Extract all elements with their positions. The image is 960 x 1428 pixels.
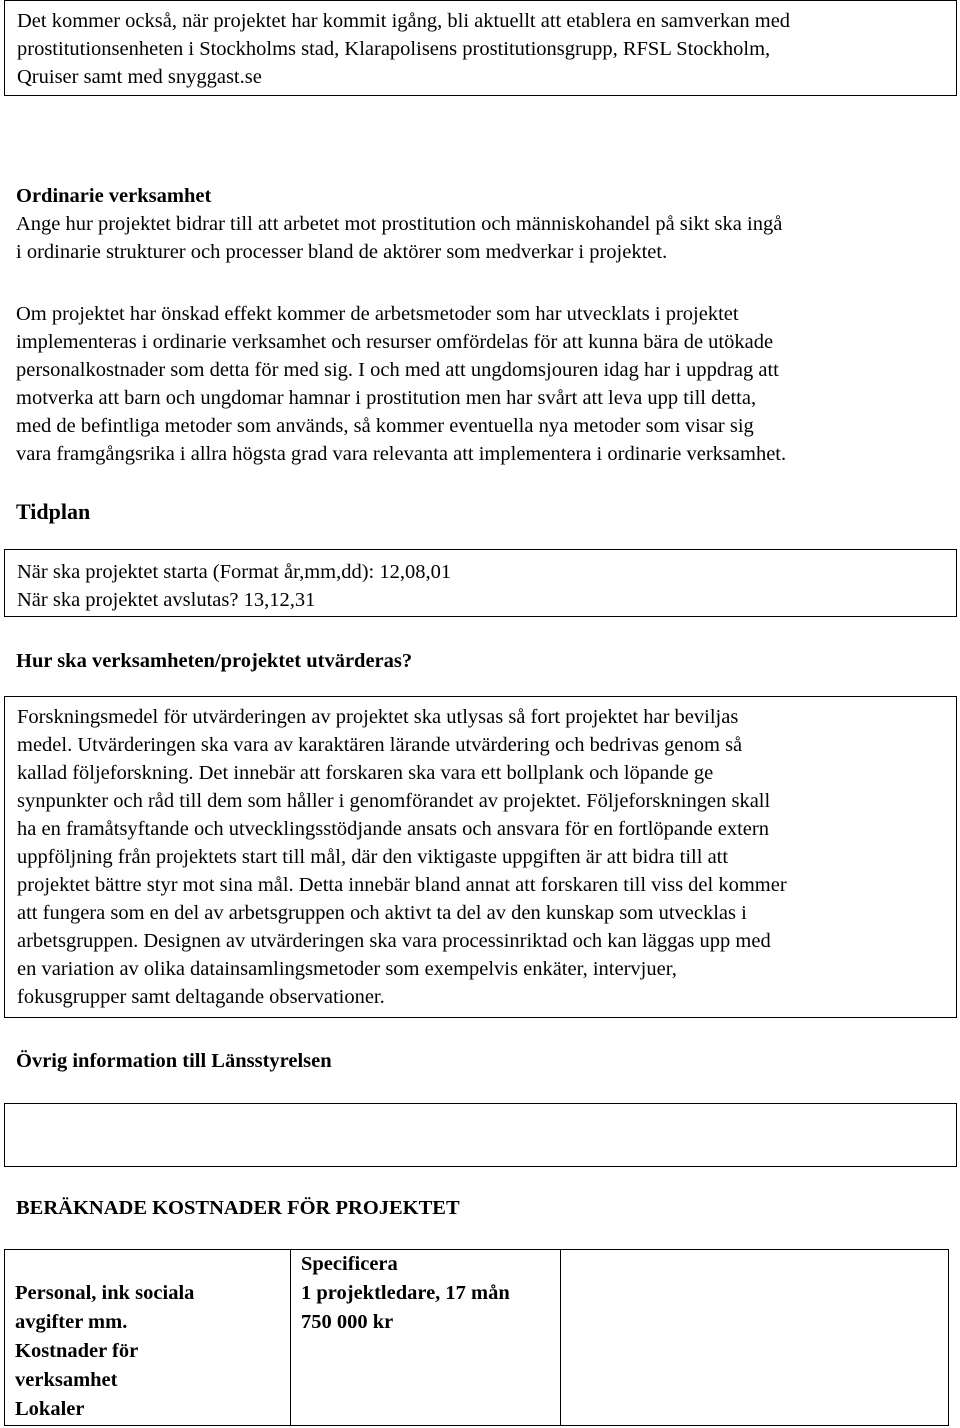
intro-line: Det kommer också, när projektet har kommit igång, bli aktuellt att etablera en samverkan med [17,10,791,32]
cost-category-line: Lokaler [15,1398,85,1420]
end-date-value: 13,12,31 [243,589,316,611]
utvardering-line: uppföljning från projektets start till mål, där den viktigaste uppgiften är att bidra till att [17,846,729,868]
ovrig-heading: Övrig information till Länsstyrelsen [16,1050,332,1072]
utvardering-line: att fungera som en del av arbetsgruppen och aktivt ta del av den kunskap som utvecklas i [17,902,747,924]
cost-spec-line: 750 000 kr [301,1311,394,1333]
start-date-row [17,558,956,586]
utvardering-line: projektet bättre styr mot sina mål. Detta innebär bland annat att forskaren till viss del kommer [17,874,787,896]
ordinarie-answer-line: med de befintliga metoder som används, så kommer eventuella nya metoder som visar sig [16,415,754,437]
ovrig-input-box[interactable] [4,1103,957,1167]
cost-spec-line: 1 projektledare, 17 mån [301,1282,510,1304]
cost-category-line: avgifter mm. [15,1311,128,1333]
intro-line: Qruiser samt med snyggast.se [17,66,262,88]
utvardering-line: Forskningsmedel för utvärderingen av projektet ska utlysas så fort projektet har beviljas [17,706,739,728]
intro-text-box [4,0,957,96]
cost-category-line: Personal, ink sociala [15,1282,195,1304]
ordinarie-heading: Ordinarie verksamhet [16,185,212,207]
cost-category-line: Kostnader för [15,1340,139,1362]
cost-spec-line: Specificera [301,1253,398,1275]
ordinarie-answer-line: Om projektet har önskad effekt kommer de arbetsmetoder som har utvecklats i projektet [16,303,739,325]
table-row [5,1250,949,1426]
start-date-value: 12,08,01 [379,561,452,583]
cost-amount-cell [561,1250,949,1426]
ordinarie-section [16,182,782,266]
start-date-label: När ska projektet starta (Format år,mm,dd): [17,561,380,583]
utvardering-line: fokusgrupper samt deltagande observationer. [17,986,385,1008]
cost-table [4,1249,949,1426]
utvardering-line: kallad följeforskning. Det innebär att forskaren ska vara ett bollplank och löpande ge [17,762,714,784]
cost-specification-cell [291,1250,561,1426]
ordinarie-answer [16,300,786,468]
utvardering-line: ha en framåtsyftande och utvecklingsstödjande ansats och ansvara för en fortlöpande extern [17,818,769,840]
utvardering-line: synpunkter och råd till dem som håller i genomförandet av projektet. Följeforskningen skall [17,790,771,812]
intro-line: prostitutionsenheten i Stockholms stad, Klarapolisens prostitutionsgrupp, RFSL Stockholm, [17,38,771,60]
ordinarie-instruction-line: i ordinarie strukturer och processer bland de aktörer som medverkar i projektet. [16,241,668,263]
utvardering-line: medel. Utvärderingen ska vara av karaktären lärande utvärdering och bedrivas genom så [17,734,743,756]
ordinarie-instruction-line: Ange hur projektet bidrar till att arbetet mot prostitution och människohandel på sikt ska ingå [16,213,783,235]
end-date-label: När ska projektet avslutas? [17,589,244,611]
tidplan-heading: Tidplan [16,499,91,524]
kostnader-heading: BERÄKNADE KOSTNADER FÖR PROJEKTET [16,1197,460,1219]
ordinarie-answer-line: implementeras i ordinarie verksamhet och resurser omfördelas för att kunna bära de utökade [16,331,774,353]
end-date-row [17,586,956,614]
ordinarie-answer-line: vara framgångsrika i allra högsta grad vara relevanta att implementera i ordinarie verksamhet. [16,443,787,465]
utvardering-heading: Hur ska verksamheten/projektet utvärderas? [16,650,413,672]
ordinarie-answer-line: motverka att barn och ungdomar hamnar i prostitution men har svårt att leva upp till detta, [16,387,757,409]
utvardering-line: en variation av olika datainsamlingsmetoder som exempelvis enkäter, intervjuer, [17,958,677,980]
utvardering-box [4,696,957,1018]
utvardering-line: arbetsgruppen. Designen av utvärderingen ska vara processinriktad och kan läggas upp med [17,930,771,952]
cost-category-line: verksamhet [15,1369,118,1391]
ordinarie-answer-line: personalkostnader som detta för med sig. I och med att ungdomsjouren idag har i uppdrag att [16,359,779,381]
tidplan-box [4,549,957,617]
cost-category-cell [5,1250,291,1426]
